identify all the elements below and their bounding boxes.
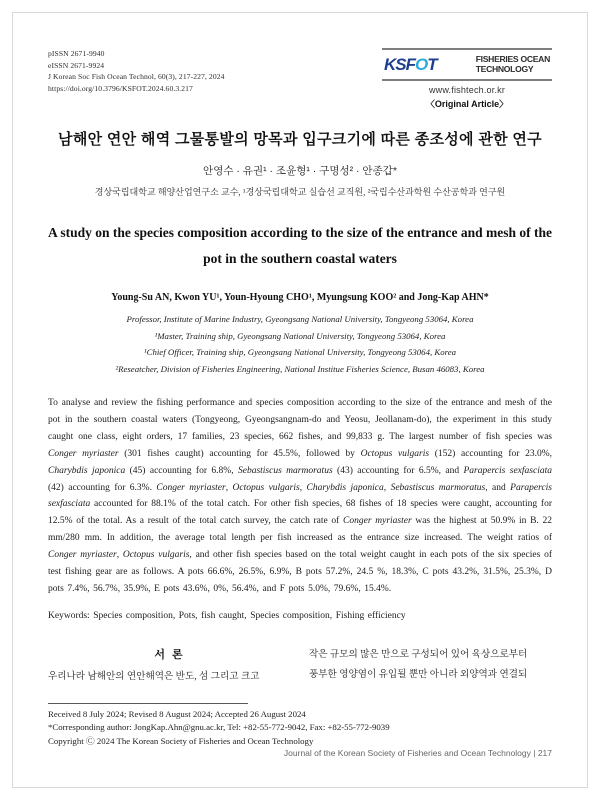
journal-citation-line: J Korean Soc Fish Ocean Technol, 60(3), 217-227, 2024: [48, 72, 225, 82]
body-columns: [48, 645, 552, 687]
ksfot-logo-o: O: [415, 55, 428, 74]
journal-identifiers: [48, 48, 225, 94]
affiliation-line: ¹Chief Officer, Training ship, Gyeongsang National University, Tongyeong 53064, Korea: [143, 347, 457, 357]
keywords-line: Keywords: Species composition, Pots, fish caught, Species composition, Fishing efficiency: [48, 610, 406, 621]
ksfot-logo: [384, 55, 437, 75]
journal-name: [476, 55, 550, 74]
right-column: [309, 645, 552, 687]
logo-bottom-rule: [382, 79, 552, 81]
english-affiliations: [48, 311, 552, 377]
english-authors: Young-Su AN, Kwon YU¹, Youn-Hyoung CHO¹, Myungsung KOO² and Jong-Kap AHN*: [111, 292, 489, 303]
abstract-text: To analyse and review the fishing performance and species composition according to the size of the entrance and mesh of the pot in the southern coastal waters (Tongyeong, Gyeongsangnam-do and Yeosu, Jeollanam-do), the experiment in this study caught one class, eight orders, 17 families, 23 species, 662 fishes, and 99,833 g. The largest number of fish species was Conger myriaster (301 fishes caught) accounting for 45.5%, followed by Octopus vulgaris (152) accounting for 23.0%, Charybdis japonica (45) accounting for 6.8%, Sebastiscus marmoratus (43) accounting for 6.5%, and Parapercis sexfasciata (42) accounting for 6.3%. Conger myriaster, Octopus vulgaris, Charybdis japonica, Sebastiscus marmoratus, and Parapercis sexfasciata accounted for 88.1% of the total catch. For other fish species, 68 fishes of 18 species were caught, accounting for 12.5% of the total. As a result of the total catch survey, the catch rate of Conger myriaster was the highest at 50.9% in B. 22 mm/280 mm. In addition, the average total length per fish increased as the entrance size increased. The weight ratios of Conger myriaster, Octopus vulgaris, and other fish species based on the total weight caught in each pots of the six species of test fishing gear are as follows. A pots 66.6%, 26.5%, 6.9%, B pots 57.2%, 24.5 %, 18.3%, C pots 43.2%, 31.5%, 25.3%, D pots 7.4%, 56.7%, 35.9%, E pots 43.6%, 0%, 56.4%, and F pots 5.0%, 79.6%, 15.4%.: [48, 398, 553, 594]
affiliation-line: ¹Master, Training ship, Gyeongsang National University, Tongyeong 53064, Korea: [154, 330, 446, 341]
affiliation-line: ²Reseatcher, Division of Fisheries Engineering, National Institue Fisheries Science, Busan 46083, Korea: [115, 363, 485, 374]
pissn-line: pISSN 2671-9940: [48, 49, 105, 58]
running-footer-page-number: Journal of the Korean Society of Fisheries and Ocean Technology | 217: [283, 748, 552, 758]
journal-name-line2: TECHNOLOGY: [475, 64, 534, 74]
journal-logo-block: [382, 48, 552, 110]
copyright-line: Copyright Ⓒ 2024 The Korean Society of Fisheries and Ocean Technology: [48, 736, 314, 747]
ksfot-logo-ksf: KSF: [384, 55, 415, 74]
article-history-block: [48, 708, 552, 749]
article-type-badge: 〈Original Article〉: [425, 99, 509, 109]
section-heading-introduction: 서 론: [154, 648, 185, 661]
left-column-text: 우리나라 남해안의 연안해역은 반도, 섬 그리고 크고: [48, 670, 260, 682]
english-title: A study on the species composition according to the size of the entrance and mesh of the pot in the southern coastal waters: [48, 225, 552, 266]
affiliation-line: Professor, Institute of Marine Industry, Gyeongsang National University, Tongyeong 53064, Korea: [126, 314, 474, 324]
page-header: [48, 48, 552, 110]
right-column-text-line1: 작은 규모의 많은 만으로 구성되어 있어 육상으로부터: [309, 648, 528, 660]
korean-affiliation: 경상국립대학교 해양산업연구소 교수, ¹경상국립대학교 실습선 교직원, ²국립수산과학원 수산공학과 연구원: [94, 187, 506, 197]
received-revised-accepted-line: Received 8 July 2024; Revised 8 August 2024; Accepted 26 August 2024: [48, 708, 306, 719]
left-column: [48, 645, 291, 687]
corresponding-author-line: *Corresponding author: JongKap.Ahn@gnu.ac.kr, Tel: +82-55-772-9042, Fax: +82-55-772-9039: [48, 722, 390, 733]
eissn-line: eISSN 2671-9924: [48, 60, 105, 70]
journal-website-link[interactable]: www.fishtech.or.kr: [428, 85, 506, 95]
journal-name-line1: FISHERIES OCEAN: [475, 54, 550, 65]
ksfot-logo-t: T: [427, 55, 437, 74]
korean-title: 남해안 연안 해역 그물통발의 망목과 입구크기에 따른 종조성에 관한 연구: [58, 131, 542, 148]
right-column-text-line2: 풍부한 영양염이 유입될 뿐만 아니라 외양역과 연결되: [309, 668, 528, 680]
footnote-separator: [48, 703, 248, 704]
korean-authors: 안영수 · 유권¹ · 조윤형¹ · 구명성² · 안종갑*: [203, 165, 397, 177]
doi-link[interactable]: https://doi.org/10.3796/KSFOT.2024.60.3.217: [48, 83, 193, 93]
